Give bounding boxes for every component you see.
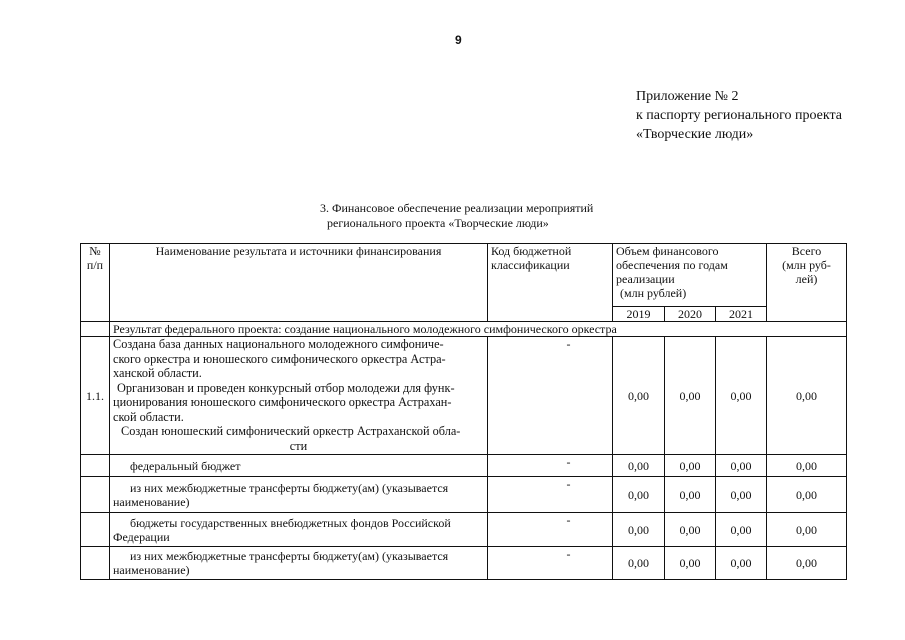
row-2021: 0,00 [716,477,767,513]
header-total: Всего (млн руб- лей) [767,244,847,322]
row-2020: 0,00 [665,455,716,477]
year-2020: 2020 [665,307,716,322]
financing-table [80,243,847,580]
row-total: 0,00 [767,513,847,547]
row-2020: 0,00 [665,477,716,513]
main-row [81,337,847,455]
section-title-line-1: 3. Финансовое обеспечение реализации мероприятий [320,201,594,215]
appendix-header [636,87,842,144]
row-2019: 0,00 [613,455,665,477]
row-name: из них межбюджетные трансферты бюджету(ам) (указывается наименование) [110,547,488,580]
main-row-code: - [488,337,613,455]
main-row-number: 1.1. [81,337,110,455]
row-code: - [488,547,613,580]
federal-result-row [81,322,847,337]
row-name: федеральный бюджет [110,455,488,477]
row-total: 0,00 [767,547,847,580]
main-row-total: 0,00 [767,337,847,455]
row-code: - [488,513,613,547]
row-2020: 0,00 [665,547,716,580]
main-row-text: Создана база данных национального молодежного симфониче- ского оркестра и юношеского симфонического оркестра Астра- ханской области. Организован и проведен конкурсный отбор молодежи для функ- ционирования юношеского симфонического оркестра Астрахан- ской области. Создан юношеский симфонический оркестр Астраханской обла- сти [110,337,488,455]
row-total: 0,00 [767,455,847,477]
section-title [320,201,593,231]
year-2021: 2021 [716,307,767,322]
main-row-2020: 0,00 [665,337,716,455]
header-code: Код бюджетной классификации [488,244,613,322]
table-row [81,477,847,513]
row-2021: 0,00 [716,455,767,477]
row-2021: 0,00 [716,547,767,580]
row-name: из них межбюджетные трансферты бюджету(ам) (указывается наименование) [110,477,488,513]
row-2020: 0,00 [665,513,716,547]
row-name: бюджеты государственных внебюджетных фондов Российской Федерации [110,513,488,547]
main-row-2019: 0,00 [613,337,665,455]
row-2019: 0,00 [613,513,665,547]
table-row [81,455,847,477]
header-row [81,244,847,307]
table-row [81,547,847,580]
page-number: 9 [455,33,462,47]
row-2021: 0,00 [716,513,767,547]
main-row-2021: 0,00 [716,337,767,455]
header-name: Наименование результата и источники финансирования [110,244,488,322]
federal-result-text: Результат федерального проекта: создание национального молодежного симфонического оркестра [110,322,847,337]
year-2019: 2019 [613,307,665,322]
section-title-line-2: регионального проекта «Творческие люди» [327,216,549,230]
appendix-line-2: к паспорту регионального проекта [636,108,842,123]
row-2019: 0,00 [613,547,665,580]
header-volume: Объем финансового обеспечения по годам реализации (млн рублей) [613,244,767,307]
table-row [81,513,847,547]
row-code: - [488,455,613,477]
appendix-line-3: «Творческие люди» [636,127,754,142]
row-code: - [488,477,613,513]
row-2019: 0,00 [613,477,665,513]
header-num: № п/п [81,244,110,322]
row-total: 0,00 [767,477,847,513]
appendix-line-1: Приложение № 2 [636,89,739,104]
